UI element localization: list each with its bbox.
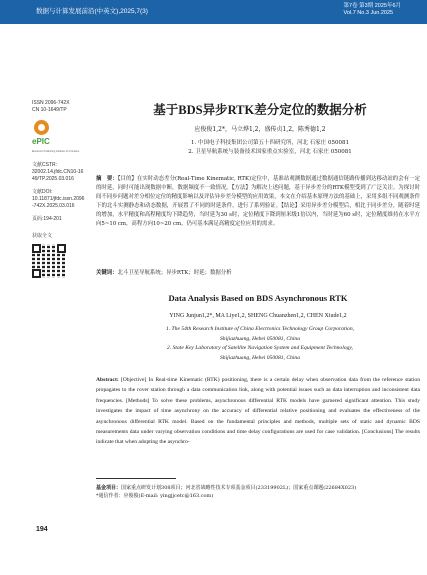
affiliation-en-2-city: Shijiazhuang, Hebei 050081, China <box>219 354 301 361</box>
logo-ring-icon <box>34 120 49 135</box>
qr-label: 获取全文 <box>32 233 53 239</box>
funding-text: 国家重点研发计划308项目；河北省战略性技术专项基金项目(23319902L)；国家重点课题(22684X023) <box>121 485 357 491</box>
cn-number: CN 10-1649/TP <box>32 107 67 113</box>
journal-header-bar <box>0 0 427 24</box>
affiliation-en-1-city: Shijiazhuang, Hebei 050081, China <box>219 335 301 342</box>
abstract-en-label: Abstract: <box>96 377 119 383</box>
paper-title-en: Data Analysis Based on BDS Asynchronous RTK <box>168 293 348 303</box>
article-sidebar <box>32 100 86 284</box>
doi-value[interactable]: 10.11871/jfdc.issn.2096-742X.2025.03.016 <box>32 196 85 209</box>
abstract-cn-text: 【目的】在实时动态差分(Real-Time Kinematic, RTK)定位中，基准站观测数据通过数据通信链路传播到达移动站的会有一定的时延，同时可能出现数据中断，数据频度不一致情况。【方法】为解决上述问题，基于异步差分的RTK模型受到了广泛关注。为探讨时间不同步问题对差分相位定位的精度影响以及评估异步差分模型的应用效果，本文在介绍基本原理方法的基础上，采用多组不同观测条件下的北斗实测静态和动态数据，开展置了不同的时延条件，进行了系列验证。【结论】采用异步差分模型后，相比于同步差分，随着时延的增加，水平精度和高程精度均下降趋势，当时延为30 s时，定位精度下降到厘米级1倍以内，当时延为60 s时，定位精度维持在水平方向5~10 cm，高程方向10~20 cm，仍可基本满足高精度定位应用的需求。 <box>96 176 420 227</box>
abstract-cn-label: 摘 要： <box>96 176 118 182</box>
cstr-label: 文献CSTR: <box>32 162 58 168</box>
affiliations-cn <box>120 139 420 157</box>
qr-code-icon[interactable] <box>32 244 66 278</box>
page-number: 194 <box>36 526 48 533</box>
affiliation-en-1: 1. The 54th Research Institute of China Electronics Technology Group Corporation, <box>165 326 355 332</box>
logo-text: ePIC <box>32 137 50 146</box>
abstract-cn <box>96 175 420 228</box>
paper-title-cn: 基于BDS异步RTK差分定位的数据分析 <box>153 103 367 117</box>
funding-label: 基金项目： <box>96 485 122 491</box>
issn: ISSN 2096-742X <box>32 100 70 106</box>
abstract-en-text: [Objective] In Real-time Kinematic (RTK) positioning, there is a certain delay when observation data from the reference station propagates to the rover station through a data communication link, along with potential issues such as data interruption and inconsistent data frequencies. [Methods] To solve these problems, asynchronous differential RTK models have garnered significant attention. This study investigates the impact of time asynchrony on the accuracy of differential relative positioning and evaluates the effectiveness of the asynchronous differential RTK model. Based on the fundamental principles and methods, multiple sets of static and dynamic BDS measurements data under varying observation conditions and time delay configurations are used for case validation. [Conclusions] The results indicate that when adopting the asynchro- <box>96 377 420 446</box>
journal-title: 数据与计算发展前沿(中英文),2025,7(3) <box>36 8 148 15</box>
corresponding-author[interactable]: *通信作者：应俊俊(E-mail: yingjjcetc@163.com) <box>96 493 214 499</box>
volume-cn: 第7卷 第3期 2025年6月 <box>343 3 401 9</box>
affiliation-cn-1: 1. 中国电子科技集团公司第五十四研究所，河北 石家庄 050081 <box>191 140 349 146</box>
footnotes <box>96 484 420 500</box>
volume-info <box>344 3 401 17</box>
doi-label: 文献DOI: <box>32 189 53 195</box>
authors-en: YING Junjun1,2*, MA Liye1,2, SHENG Chuanzhen1,2, CHEN Xiude1,2 <box>169 313 347 319</box>
authors-cn: 应俊俊1,2*，马立烨1,2，盛传贞1,2，陈秀德1,2 <box>194 126 326 133</box>
keywords-cn-label: 关键词： <box>96 270 118 276</box>
keywords-cn-text: 北斗卫星导航系统；异步RTK；时延；数据分析 <box>117 270 232 276</box>
volume-en: Vol.7 No.3 Jun.2025 <box>343 10 394 16</box>
epic-logo <box>32 120 80 156</box>
abstract-en <box>96 375 420 448</box>
footnote-divider <box>96 478 176 479</box>
affiliations-en <box>110 325 410 363</box>
affiliation-en-2: 2. State Key Laboratory of Satellite Navigation System and Equipment Technology, <box>167 345 353 351</box>
cstr-value[interactable]: 32002.14.jfdc.CN10-1649/TP.2025.03.016 <box>32 169 84 182</box>
logo-subtitle: Electronic Publishing Initiative for Frontiers <box>32 150 80 153</box>
page-range: 页码:194-201 <box>32 216 62 222</box>
affiliation-cn-2: 2. 卫星导航系统与装备技术国家重点实验室，河北 石家庄 050081 <box>188 149 352 155</box>
keywords-cn <box>96 268 420 276</box>
